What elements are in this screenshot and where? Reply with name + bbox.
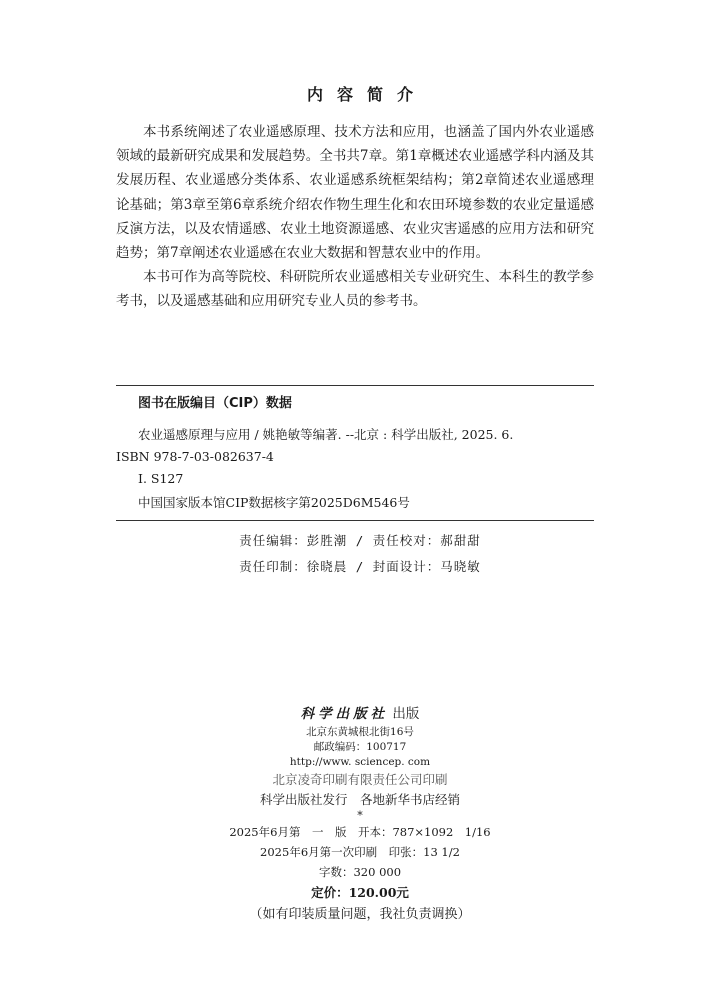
cip-isbn-line: ISBN 978-7-03-082637-4 [116, 449, 274, 464]
publisher-address: 北京东黄城根北街16号 [306, 726, 414, 738]
imprint-block [0, 703, 720, 926]
cip-record-number-line: 中国国家版本馆CIP数据核字第2025D6M546号 [138, 495, 410, 510]
publisher-row [0, 703, 720, 725]
summary-paragraph: 本书系统阐述了农业遥感原理、技术方法和应用，也涵盖了国内外农业遥感领域的最新研究成果和发展趋势。全书共7章。第1章概述农业遥感学科内涵及其发展历程、农业遥感分类体系、农业遥感系统框架结构；第2章简述农业遥感理论基础；第3章至第6章系统介绍农作物生理生化和农田环境参数的农业定量遥感反演方法，以及农情遥感、农业土地资源遥感、农业灾害遥感的应用方法和研究趋势；第7章阐述农业遥感在农业大数据和智慧农业中的作用。 [116, 124, 594, 262]
cip-top-rule [116, 385, 594, 386]
printer-line: 北京凌奇印刷有限责任公司印刷 [272, 772, 448, 787]
cip-bottom-rule [116, 520, 594, 521]
distribution-line: 科学出版社发行 各地新华书店经销 [259, 792, 460, 807]
editors-line: 责任编辑：彭胜潮 / 责任校对：郝甜甜 [239, 533, 481, 548]
summary-body [116, 120, 594, 314]
editors-block [0, 528, 720, 580]
word-count: 字数：320 000 [318, 865, 402, 879]
cip-classification-line: Ⅰ. S127 [138, 471, 184, 486]
publisher-logo: 科学出版社 [300, 706, 389, 722]
publisher-postcode: 邮政编码：100717 [313, 741, 407, 753]
printing-line: 2025年6月第一次印刷 印张：13 1/2 [260, 845, 460, 859]
price: 定价：120.00元 [311, 885, 409, 900]
cip-heading: 图书在版编目（CIP）数据 [138, 396, 292, 411]
editors-line: 责任印制：徐晓晨 / 封面设计：马晓敏 [239, 559, 481, 574]
publisher-website: http://www. sciencep. com [289, 756, 431, 768]
publish-word: 出版 [392, 706, 420, 722]
edition-line: 2025年6月第 一 版 开本：787×1092 1/16 [229, 825, 491, 839]
summary-title: 内容简介 [306, 85, 427, 104]
quality-notice: （如有印装质量问题，我社负责调换） [249, 907, 471, 922]
summary-paragraph: 本书可作为高等院校、科研院所农业遥感相关专业研究生、本科生的教学参考书，以及遥感基础和应用研究专业人员的参考书。 [116, 269, 594, 310]
separator-asterisk: * [357, 809, 363, 822]
cip-title-line: 农业遥感原理与应用 / 姚艳敏等编著. --北京 : 科学出版社, 2025. 6. [138, 427, 514, 442]
